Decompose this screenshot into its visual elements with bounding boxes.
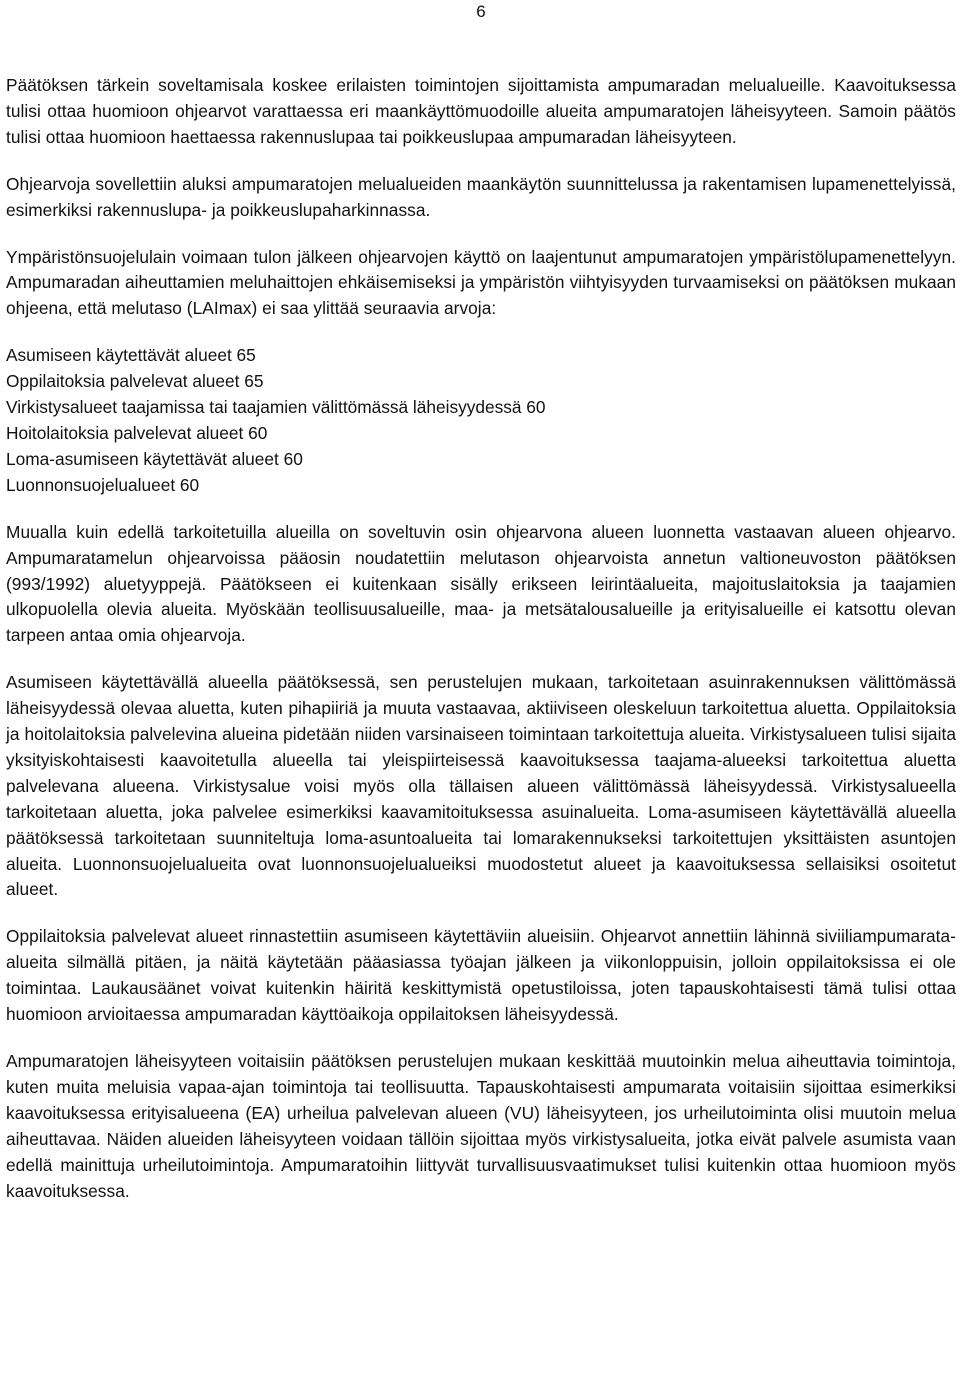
list-item: Luonnonsuojelualueet 60 [6,474,200,495]
list-item: Oppilaitoksia palvelevat alueet 65 [6,371,264,392]
page-number: 6 [476,2,486,21]
paragraph-other-areas: Muualla kuin edellä tarkoitetuilla alueilla on soveltuvin osin ohjearvona alueen luonnetta vastaavan alueen ohjearvo. Ampumaratamelun ohjearvoissa pääosin noudatettiin melutason ohjearvoista annetun valtioneuvoston päätöksen (993/1992) aluetyyppejä. Päätökseen ei kuitenkaan sisälly erikseen leirintäalueita, majoituslaitoksia ja taajamien ulkopuolella olevia alueita. Myöskään teollisuusalueille, maa- ja metsätalousalueille ja erityisalueille ei katsottu olevan tarpeen antaa omia ohjearvoja. [6,521,956,646]
list-item: Loma-asumiseen käytettävät alueet 60 [6,448,303,469]
list-item: Asumiseen käytettävät alueet 65 [6,345,256,366]
list-item: Hoitolaitoksia palvelevat alueet 60 [6,422,268,443]
document-body [6,73,956,1225]
paragraph-initial-use: Ohjearvoja sovellettiin aluksi ampumaratojen melualueiden maankäytön suunnittelussa ja rakentamisen lupamenettelyissä, esimerkiksi rakennuslupa- ja poikkeuslupaharkinnassa. [6,173,956,220]
paragraph-noisy-activities: Ampumaratojen läheisyyteen voitaisiin päätöksen perustelujen mukaan keskittää muutoinkin melua aiheuttavia toimintoja, kuten muita meluisia vapaa-ajan toimintoja tai teollisuutta. Tapauskohtaisesti ampumarata voitaisiin sijoittaa esimerkiksi kaavoituksessa erityisalueena (EA) urheilua palvelevan alueen (VU) läheisyyteen, jos urheilutoiminta olisi muutoin melua aiheuttavaa. Näiden alueiden läheisyyteen voidaan tällöin sijoittaa myös virkistysalueita, jotka eivät palvele asumista vaan edellä mainittuja urheilutoimintoja. Ampumaratoihin liittyvät turvallisuusvaatimukset tulisi kuitenkin ottaa huomioon myös kaavoituksessa. [6,1051,956,1201]
paragraph-area-definitions: Asumiseen käytettävällä alueella päätöksessä, sen perustelujen mukaan, tarkoitetaan asuinrakennuksen välittömässä läheisyydessä olevaa aluetta, kuten pihapiiriä ja muuta vastaavaa, aktiiviseen oleskeluun tarkoitettua aluetta. Oppilaitoksia ja hoitolaitoksia palvelevina alueina pidetään niiden varsinaiseen toimintaan tarkoitettuja alueita. Virkistysalueen tulisi sijaita yksityiskohtaisesti kaavoitetulla alueella tai yleispiirteisessä kaavoituksessa taajama-alueeksi tarkoitettua aluetta palvelevana alueena. Virkistysalue voisi myös olla tällaisen alueen välittömässä läheisyydessä. Virkistysalueella tarkoitetaan aluetta, joka palvelee esimerkiksi kaavamitoituksessa asuinalueita. Loma-asumiseen käytettävällä alueella päätöksessä tarkoitetaan suunniteltuja loma-asuntoalueita tai lomarakennukseksi tarkoitettujen yksittäisten asuntojen alueita. Luonnonsuojelualueita ovat luonnonsuojelualueiksi muodostetut alueet ja kaavoituksessa sellaisiksi osoitetut alueet. [6,672,956,900]
paragraph-schools: Oppilaitoksia palvelevat alueet rinnastettiin asumiseen käytettäviin alueisiin. Ohjearvot annettiin lähinnä siviiliampumarata-alueita silmällä pitäen, ja näitä käytetään pääasiassa työajan jälkeen ja viikonloppuisin, jolloin oppilaitoksissa ei ole toimintaa. Laukausäänet voivat kuitenkin häiritä keskittymistä opetustiloissa, joten tapauskohtaisesti tämä tulisi ottaa huomioon arvioitaessa ampumaradan käyttöaikoja oppilaitoksen läheisyydessä. [6,926,956,1025]
list-item: Virkistysalueet taajamissa tai taajamien välittömässä läheisyydessä 60 [6,397,546,418]
noise-limit-list [6,343,956,498]
paragraph-environmental-permits: Ympäristönsuojelulain voimaan tulon jälkeen ohjearvojen käyttö on laajentunut ampumaratojen ympäristölupamenettelyyn. Ampumaradan aiheuttamien meluhaittojen ehkäisemiseksi ja ympäristön viihtyisyyden turvaamiseksi on päätöksen mukaan ohjeena, että melutaso (LAImax) ei saa ylittää seuraavia arvoja: [6,246,956,319]
paragraph-application-scope: Päätöksen tärkein soveltamisala koskee erilaisten toimintojen sijoittamista ampumaradan melualueille. Kaavoituksessa tulisi ottaa huomioon ohjearvot varattaessa eri maankäyttömuodoille alueita ampumaratojen läheisyyteen. Samoin päätös tulisi ottaa huomioon haettaessa rakennuslupaa tai poikkeuslupaa ampumaradan läheisyyteen. [6,75,956,147]
